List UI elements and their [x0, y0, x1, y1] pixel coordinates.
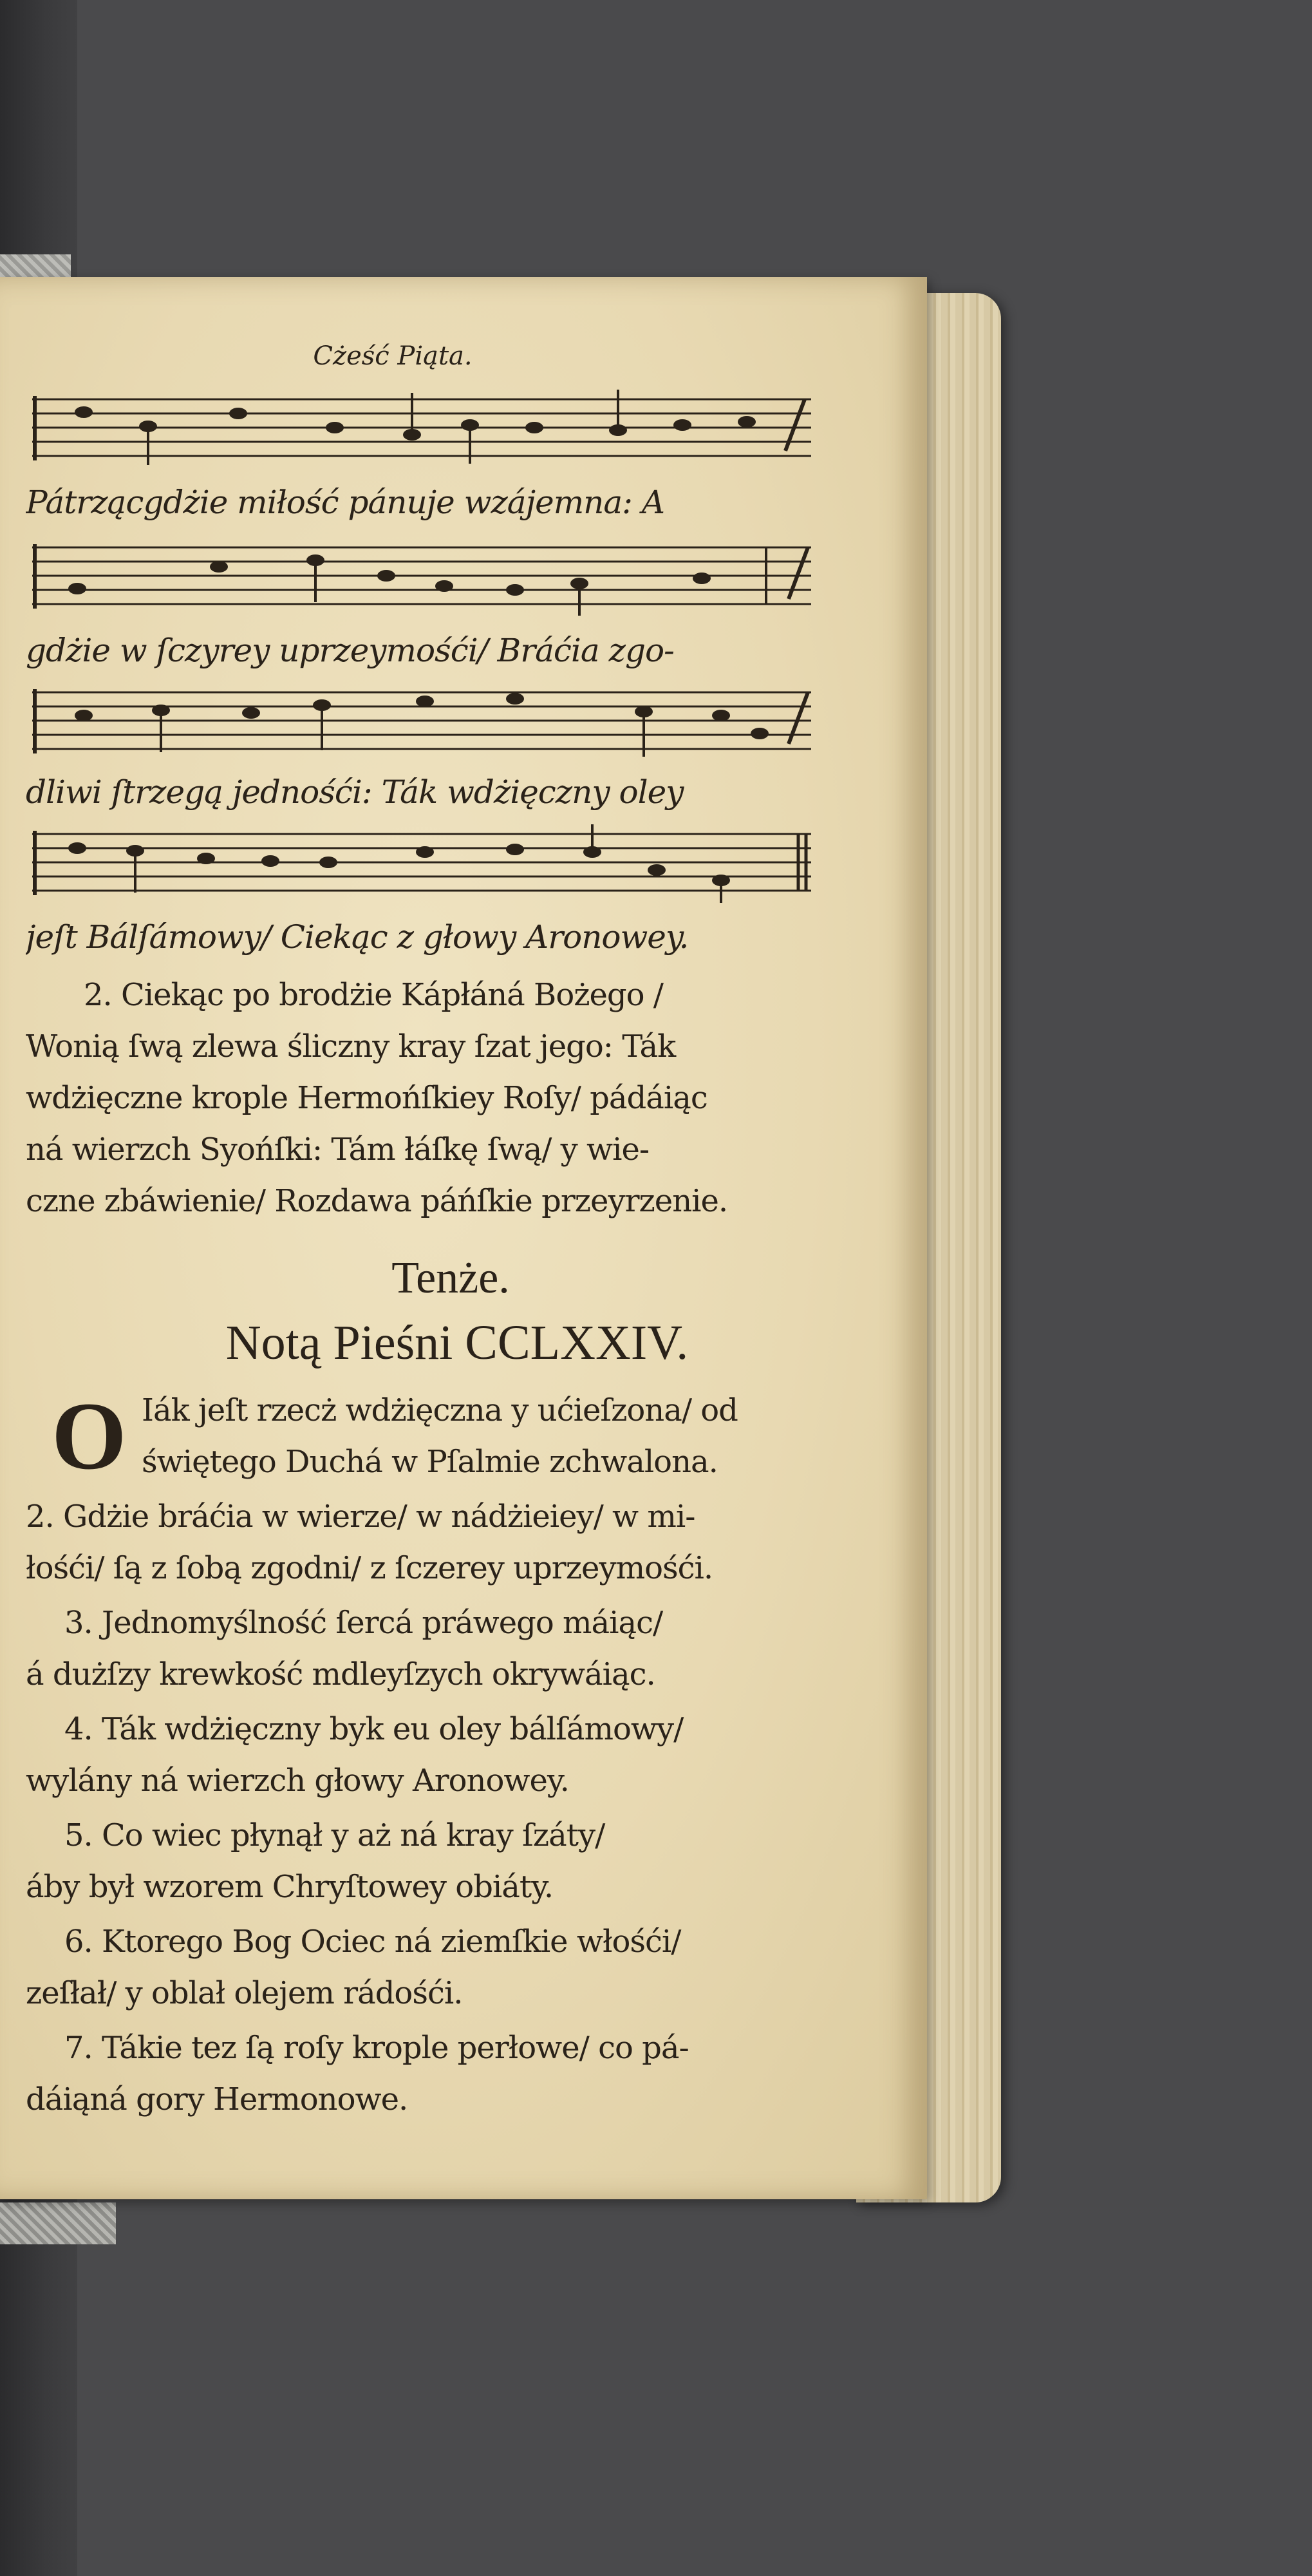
drop-cap: O [52, 1383, 127, 1490]
hymn2-line-9: 5. Co wiec płynął y aż ná kray ſzáty/ [64, 1817, 605, 1853]
verse-2-line-4: ná wierzch Syońſki: Tám łáſkę ſwą/ y wie- [26, 1132, 650, 1168]
verse-2-line-5: czne zbáwienie/ Rozdawa páńſkie przeyrzenie. [26, 1183, 728, 1219]
verse-2-line-3: wdżięczne krople Hermońſkiey Roſy/ pádáiąc [26, 1080, 708, 1116]
section-subtitle: Notą Pieśni CCLXXIV. [225, 1316, 689, 1370]
running-head: Cżeść Piąta. [313, 341, 473, 371]
section-title: Tenże. [391, 1253, 510, 1303]
verse-2-line-1: 2. Ciekąc po brodżie Kápłáná Bożego / [84, 977, 663, 1013]
hymn2-line-8: wylány ná wierzch głowy Aronowey. [26, 1763, 569, 1799]
lyric-line-3: dliwi ſtrzegą jednośći: Ták wdżięczny oley [26, 773, 684, 811]
hymn2-line-14: dáiąná gory Hermonowe. [26, 2081, 408, 2117]
hymn2-line-12: zeſłał/ y oblał olejem rádośći. [26, 1975, 463, 2011]
music-staff-2 [26, 535, 818, 618]
music-staff-1 [26, 386, 818, 470]
music-staff-4 [26, 821, 818, 905]
bookmark-ribbon-bottom [0, 2202, 116, 2244]
hymn2-line-10: áby był wzorem Chryſtowey obiáty. [26, 1869, 554, 1905]
lyric-line-1: Pátrzącgdżie miłość pánuje wzájemna: A [26, 484, 664, 521]
hymn2-line-3: 2. Gdżie bráćia w wierze/ w nádżieiey/ w mi- [26, 1499, 695, 1535]
music-staff-3 [26, 679, 818, 763]
hymn2-line-6: á dużſzy krewkość mdleyſzych okrywáiąc. [26, 1656, 655, 1692]
hymn2-line-7: 4. Ták wdżięczny byk eu oley bálſámowy/ [64, 1711, 684, 1747]
book-page [0, 277, 927, 2199]
hymn2-line-2: świętego Duchá w Pſalmie zchwalona. [142, 1444, 718, 1480]
verse-2-line-2: Wonią ſwą zlewa śliczny kray ſzat jego: Ták [26, 1028, 676, 1065]
hymn2-line-4: łośći/ ſą z ſobą zgodni/ z ſczerey uprzeymośći. [26, 1550, 713, 1586]
hymn2-line-13: 7. Tákie tez ſą roſy krople perłowe/ co pá- [64, 2030, 689, 2066]
lyric-line-4: jeſt Bálſámowy/ Ciekąc z głowy Aronowey. [26, 918, 689, 956]
hymn2-line-1: Iák jeſt rzecż wdżięczna y ućieſzona/ od [142, 1392, 738, 1428]
hymn2-line-5: 3. Jednomyślność ſercá práwego máiąc/ [64, 1605, 663, 1641]
hymn2-line-11: 6. Ktorego Bog Ociec ná ziemſkie włośći/ [64, 1924, 681, 1960]
lyric-line-2: gdżie w ſczyrey uprzeymośći/ Bráćia zgo- [26, 632, 674, 669]
